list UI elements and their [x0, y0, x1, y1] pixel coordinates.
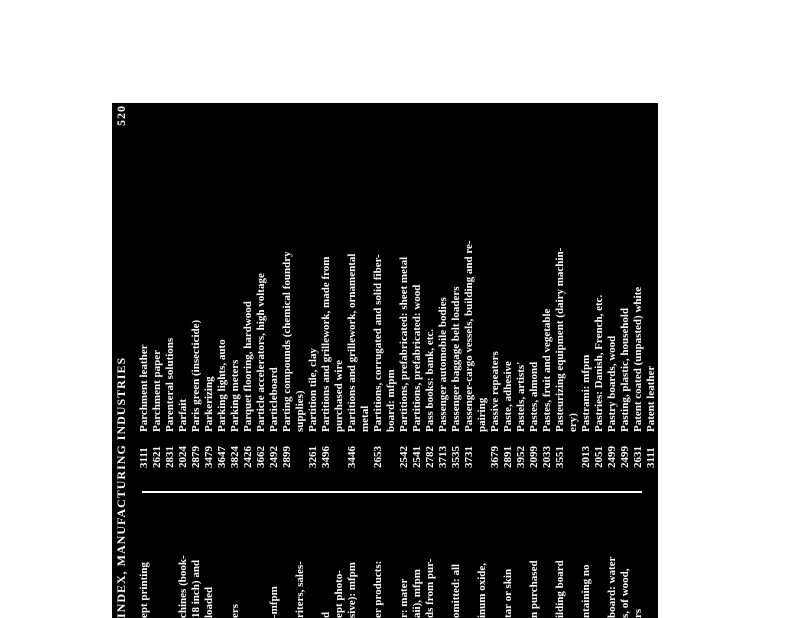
index-entry [307, 103, 320, 468]
left-entry [489, 508, 502, 618]
left-entry: loaded [203, 586, 215, 618]
index-entry [671, 103, 684, 468]
sic-code: 2782 [424, 446, 436, 468]
entry-text: Parking meters [229, 359, 241, 432]
sic-code: 2899 [281, 446, 293, 468]
index-entry [203, 103, 216, 468]
left-entry: rs [632, 608, 644, 618]
left-entry [216, 508, 229, 618]
entry-text: Paris green (insecticide) [190, 319, 202, 432]
left-entry: inum oxide, [476, 562, 488, 618]
sic-code: 2499 [619, 446, 631, 468]
sic-code: 2621 [151, 446, 163, 468]
entry-text: Pastry boards, wood [606, 335, 618, 432]
index-entry [229, 103, 242, 468]
index-entry [268, 103, 281, 468]
sic-code: 2051 [593, 446, 605, 468]
entry-text: Patterns, paper: publishing and printing, [749, 238, 761, 432]
entry-text: Pastries: Danish, French, etc. [593, 294, 605, 432]
sic-code: 3535 [450, 446, 462, 468]
left-entry [515, 508, 528, 618]
left-entry: aii), mfpm [411, 569, 423, 618]
index-entry [424, 103, 437, 468]
sic-code: 2033 [541, 446, 553, 468]
entry-text: Pasteurizing equipment (dairy machin- [554, 247, 566, 432]
entry-text: Partitions, corrugated and solid fiber- [372, 254, 384, 432]
left-entry [541, 508, 554, 618]
left-entry [723, 508, 736, 618]
left-entry [164, 508, 177, 618]
sic-code: 3479 [203, 446, 215, 468]
sic-code: 2024 [177, 446, 189, 468]
entry-text: pairing [476, 397, 488, 432]
index-entry [359, 103, 372, 468]
left-entry: sive): mfpm [346, 562, 358, 618]
entry-text: Pass books: bank, etc. [424, 329, 436, 432]
index-entry [190, 103, 203, 468]
entry-text: Patterns, shoe [775, 366, 787, 432]
sic-code: 3662 [255, 446, 267, 468]
index-entry [684, 103, 697, 468]
left-column [138, 508, 775, 618]
sic-code: 2426 [242, 446, 254, 468]
index-entry [346, 103, 359, 468]
entry-text: Patterns, industrial [723, 340, 735, 432]
entry-text: Parkerizing [203, 376, 215, 432]
index-entry [385, 103, 398, 468]
sic-code: 3551 [554, 446, 566, 468]
index-entry [398, 103, 411, 468]
sic-code: 2499 [736, 446, 748, 468]
entry-text: Pasting, plastic, household [619, 307, 631, 432]
sic-code: 3711 [671, 446, 683, 468]
index-entry [463, 103, 476, 468]
sic-code: 2631 [632, 446, 644, 468]
left-entry: ers [229, 603, 241, 618]
index-entry [541, 103, 554, 468]
entry-text: Particle accelerators, high voltage [255, 273, 267, 432]
sic-code: 2891 [502, 446, 514, 468]
left-entry: r: mater [398, 578, 410, 618]
sic-code: 2492 [268, 446, 280, 468]
index-entry [658, 103, 671, 468]
sic-code: 3111 [645, 447, 657, 468]
index-entry [736, 103, 749, 468]
sic-code [359, 432, 372, 468]
left-entry: board: water [606, 556, 618, 618]
left-entry: ept stationary [658, 552, 670, 618]
index-entry [632, 103, 645, 468]
entry-text: Pastels, artists' [515, 361, 527, 432]
entry-text: Pattern makers' machinery (woodwork- [684, 243, 696, 432]
entry-text: Partitions, prefabricated: sheet metal [398, 256, 410, 432]
left-entry: tar or skin [502, 568, 514, 618]
entry-text: Parfait [177, 399, 189, 432]
index-entry [619, 103, 632, 468]
sic-code: 3713 [437, 446, 449, 468]
index-entry [242, 103, 255, 468]
left-entry [593, 508, 606, 618]
entry-text: Passenger automobile bodies [437, 297, 449, 432]
sic-code: 3463 [710, 446, 722, 468]
left-entry: chines (book- [177, 555, 189, 618]
left-entry [736, 508, 749, 618]
left-entry: ds from pur- [424, 558, 436, 618]
entry-text: Patent leather [645, 365, 657, 432]
left-entry [645, 508, 658, 618]
index-entry [710, 103, 723, 468]
index-entry [606, 103, 619, 468]
left-entry: s metal [762, 584, 774, 618]
entry-text: Pastes, fruit and vegetable [541, 308, 553, 432]
entry-text: Particleboard [268, 367, 280, 432]
index-entry [177, 103, 190, 468]
index-entry [567, 103, 580, 468]
index-entry [281, 103, 294, 468]
sic-code [567, 432, 580, 468]
entry-text: Parquet flooring, hardwood [242, 301, 254, 432]
entry-text: purchased wire [333, 359, 345, 432]
left-entry: s, of wood, [619, 568, 631, 618]
page-number: 520 [114, 105, 128, 126]
entry-text: Pastrami: mfpm [580, 354, 592, 432]
sic-code [294, 432, 307, 468]
entry-text: Passenger baggage belt loaders [450, 286, 462, 432]
index-entry [437, 103, 450, 468]
sic-code: 2741 [749, 446, 761, 468]
right-column [138, 103, 801, 468]
entry-text: Patterns on metal [710, 348, 722, 432]
index-entry [502, 103, 515, 468]
entry-text: Parting compounds (chemical foundry [281, 251, 293, 432]
sic-code: 2653 [372, 446, 384, 468]
left-entry [151, 508, 164, 618]
index-entry [320, 103, 333, 468]
index-entry [294, 103, 307, 468]
entry-text: metal [359, 405, 371, 432]
entry-text: Partitions, prefabricated: wood [411, 284, 423, 432]
sic-code [697, 432, 710, 468]
sic-code: 2542 [398, 446, 410, 468]
left-entry [307, 508, 320, 618]
left-entry: omitted: all [450, 563, 462, 618]
sic-code [762, 432, 775, 468]
index-entry [580, 103, 593, 468]
index-entry [788, 103, 801, 468]
sic-code: 3824 [229, 446, 241, 468]
index-entry [333, 103, 346, 468]
entry-text: Passive repeaters [489, 351, 501, 432]
sic-code: 3843 [658, 446, 670, 468]
left-entry: er products: [372, 560, 384, 618]
entry-text: Partitions and grillework, made from [320, 256, 332, 432]
entry-text: Patient monitoring equipment [658, 290, 670, 432]
sic-code: 3731 [463, 446, 475, 468]
sic-code [333, 432, 346, 468]
index-entry [554, 103, 567, 468]
sic-code [385, 432, 398, 468]
sic-code: 3553 [684, 446, 696, 468]
sic-code: 2013 [580, 446, 592, 468]
entry-text: supplies) [294, 390, 306, 432]
sic-code: 3446 [346, 446, 358, 468]
entry-text: Pastes, almond [528, 361, 540, 432]
left-entry: ept photo- [333, 570, 345, 618]
sic-code: 3261 [307, 446, 319, 468]
left-entry [281, 508, 294, 618]
left-entry [567, 508, 580, 618]
sic-code: 3111 [138, 447, 150, 468]
index-entry [164, 103, 177, 468]
sic-code: 2831 [164, 446, 176, 468]
index-entry [372, 103, 385, 468]
index-entry [450, 103, 463, 468]
rotated-content [112, 103, 800, 618]
sic-code: 2541 [411, 446, 423, 468]
index-entry [775, 103, 788, 468]
left-entry: s, paste, and [749, 560, 761, 618]
sic-code: 3599 [775, 446, 787, 468]
left-entry [463, 508, 476, 618]
index-entry [138, 103, 151, 468]
entry-text: ery) [567, 413, 579, 432]
left-entry: n purchased [528, 560, 540, 618]
index-entry [593, 103, 606, 468]
header-title: INDEX, MANUFACTURING INDUSTRIES [114, 356, 128, 618]
index-entry [151, 103, 164, 468]
entry-text: Parking lights, auto [216, 339, 228, 432]
column-divider [142, 491, 642, 493]
entry-text: Parchment paper [151, 350, 163, 432]
entry-text: or publishing only [762, 346, 774, 432]
entry-text: board: mfpm [385, 369, 397, 432]
left-entry: ept printing [138, 562, 150, 618]
sic-code: 3821 [788, 446, 800, 468]
index-entry [697, 103, 710, 468]
sic-code: 3647 [216, 446, 228, 468]
entry-text: Partitions and grillework, ornamental [346, 253, 358, 432]
entry-text: Pavers [788, 400, 800, 432]
index-entry [476, 103, 489, 468]
index-entry [528, 103, 541, 468]
left-entry: d [320, 611, 332, 618]
left-entry [359, 508, 372, 618]
index-entry [515, 103, 528, 468]
index-entry [645, 103, 658, 468]
left-entry [255, 508, 268, 618]
entry-text: Parenteral solutions [164, 337, 176, 432]
sic-code: 3679 [489, 446, 501, 468]
entry-text: Parchment leather [138, 344, 150, 432]
sic-code [476, 432, 489, 468]
left-entry: etroleum re- [710, 560, 722, 618]
index-entry [749, 103, 762, 468]
left-entry: ntaining no [580, 564, 592, 618]
left-entry: 18 inch) and [190, 559, 202, 618]
left-entry [437, 508, 450, 618]
sic-code: 3952 [515, 446, 527, 468]
index-entry [723, 103, 736, 468]
left-entry [242, 508, 255, 618]
left-entry [671, 508, 684, 618]
left-entry [697, 508, 710, 618]
index-entry [489, 103, 502, 468]
entry-text: Paste, adhesive [502, 361, 514, 432]
sic-code: 2879 [190, 446, 202, 468]
entry-text: ing) [697, 413, 709, 432]
left-entry: ilding board [554, 560, 566, 618]
index-entry [216, 103, 229, 468]
entry-text: Patterns, last sole: regardless of material [736, 240, 748, 432]
entry-text: Patent coated (unpasted) white [632, 286, 644, 432]
sic-code: 3565 [723, 446, 735, 468]
sic-code: 2499 [606, 446, 618, 468]
left-entry [385, 508, 398, 618]
sic-code: 2099 [528, 446, 540, 468]
index-entry [255, 103, 268, 468]
left-entry [684, 508, 697, 618]
entry-text: Passenger-cargo vessels, building and re- [463, 240, 475, 432]
page-header [114, 103, 134, 618]
left-entry: -mfpm [268, 586, 280, 618]
sic-code: 3496 [320, 446, 332, 468]
left-entry: riters, sales- [294, 561, 306, 618]
entry-text: Partition tile, clay [307, 347, 319, 432]
index-entry [411, 103, 424, 468]
entry-text: Patrol wagons (motor vehicles) [671, 287, 683, 432]
index-entry [762, 103, 775, 468]
scanned-page [112, 103, 800, 618]
